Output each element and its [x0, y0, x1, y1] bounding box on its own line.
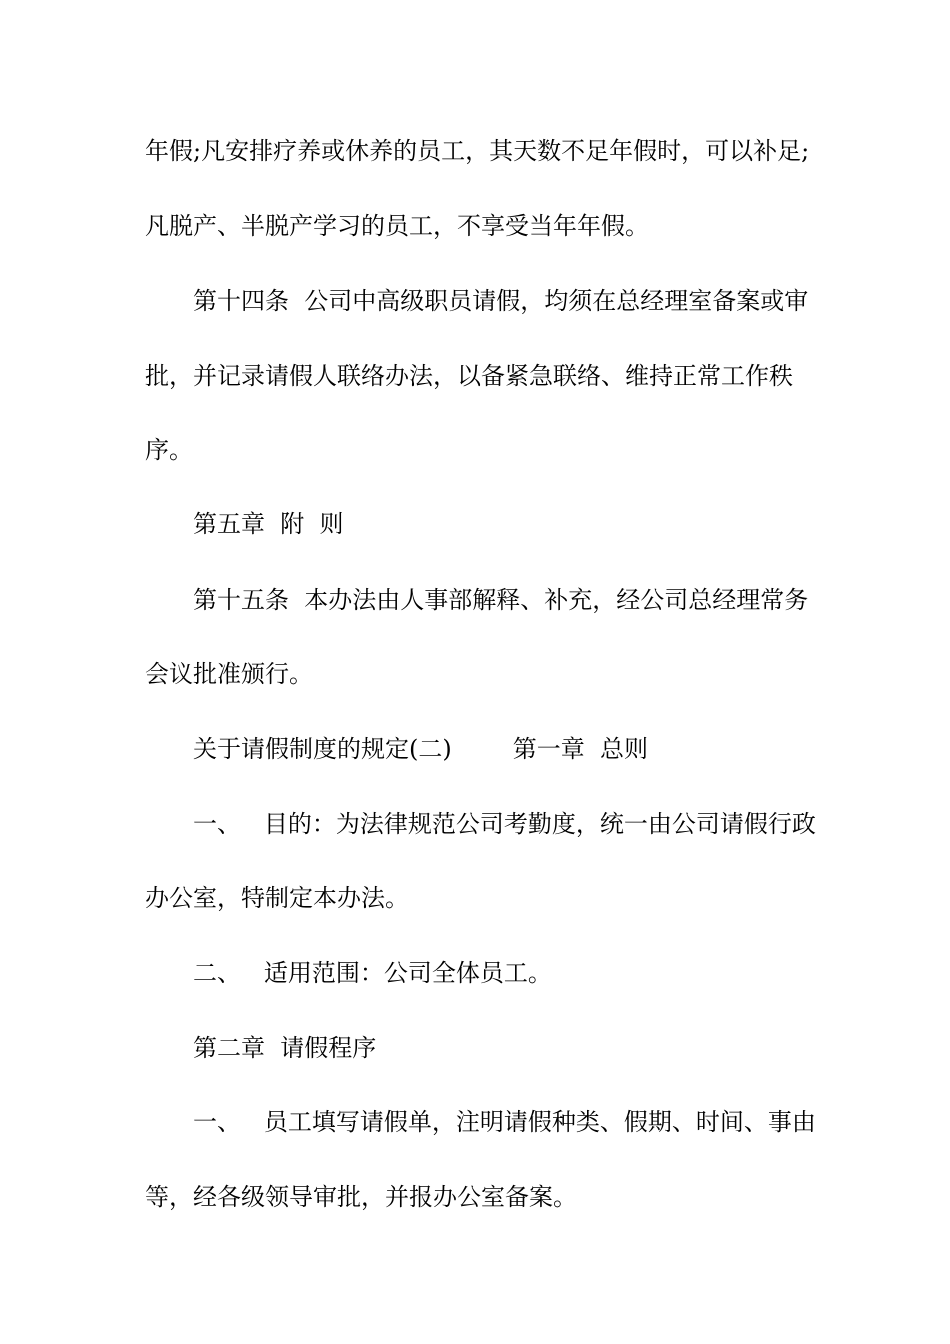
- article-14-line-3: 序。: [145, 436, 193, 464]
- scope-line: 二、 适用范围：公司全体员工。: [193, 959, 552, 987]
- text-line-2: 凡脱产、半脱产学习的员工，不享受当年年假。: [145, 212, 649, 240]
- procedure-1-line-2: 等，经各级领导审批，并报办公室备案。: [145, 1183, 577, 1211]
- article-14-line-1: 第十四条 公司中高级职员请假，均须在总经理室备案或审: [193, 287, 809, 315]
- article-15-line-1: 第十五条 本办法由人事部解释、补充，经公司总经理常务: [193, 586, 809, 614]
- chapter-2-heading: 第二章 请假程序: [193, 1034, 377, 1062]
- article-15-line-2: 会议批准颁行。: [145, 660, 313, 688]
- section-2-title: 关于请假制度的规定(二) 第一章 总则: [193, 735, 649, 763]
- purpose-line-1: 一、 目的：为法律规范公司考勤度，统一由公司请假行政: [193, 810, 816, 838]
- chapter-5-heading: 第五章 附 则: [193, 510, 344, 538]
- purpose-line-2: 办公室，特制定本办法。: [145, 884, 409, 912]
- text-line-1: 年假;凡安排疗养或休养的员工，其天数不足年假时，可以补足;: [145, 137, 810, 165]
- procedure-1-line-1: 一、 员工填写请假单，注明请假种类、假期、时间、事由: [193, 1108, 816, 1136]
- article-14-line-2: 批，并记录请假人联络办法，以备紧急联络、维持正常工作秩: [145, 362, 793, 390]
